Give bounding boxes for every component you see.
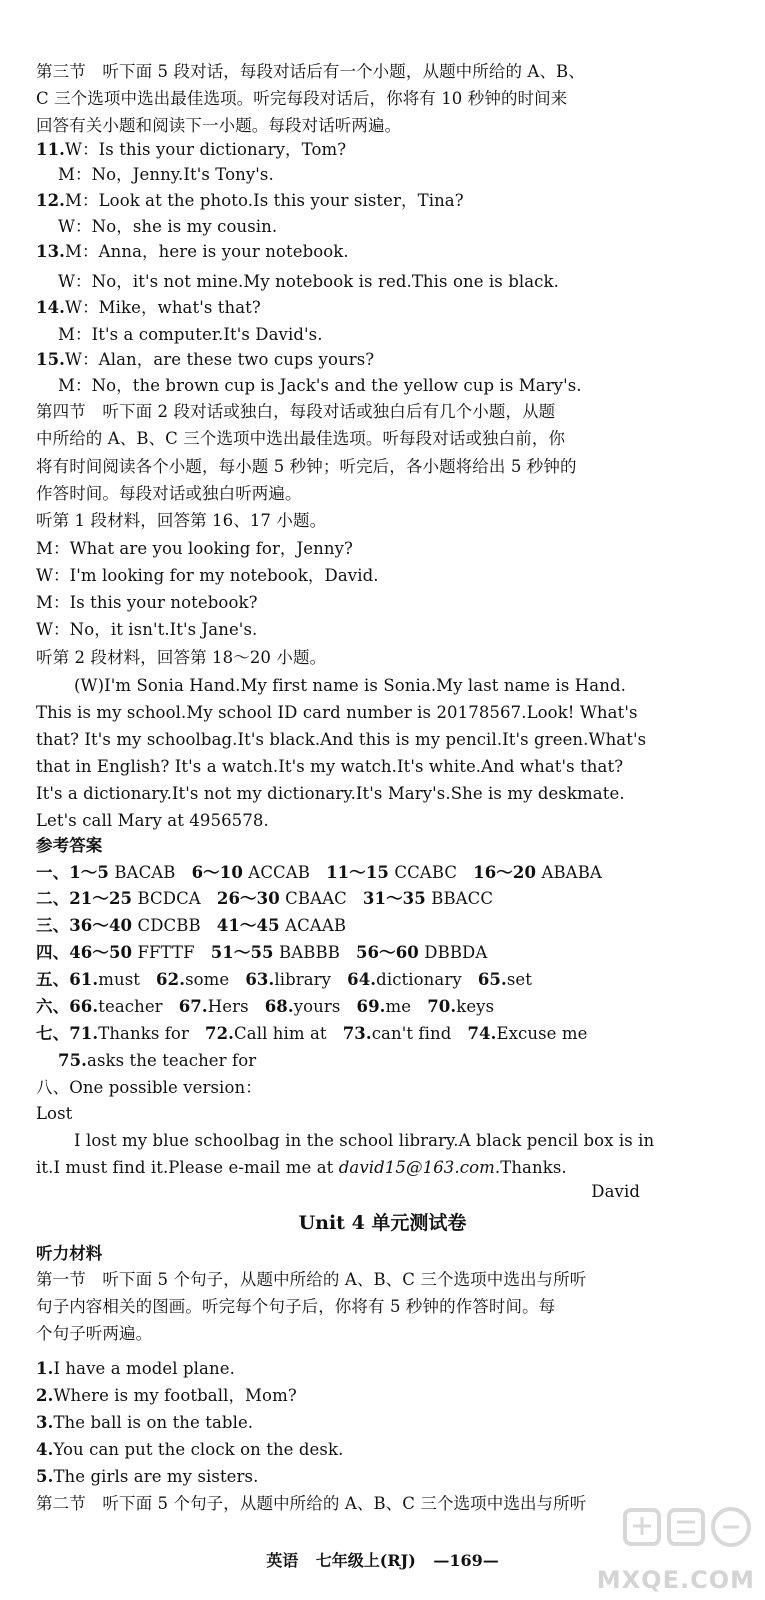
writing-body-line-2 bbox=[36, 1156, 725, 1180]
material-1-title: 听第 1 段材料，回答第 16、17 小题。 bbox=[36, 511, 327, 530]
section3-intro-line-2: C 三个选项中选出最佳选项。听完每段对话后，你将有 10 秒钟的时间来 bbox=[36, 89, 568, 108]
answer-range: 68. bbox=[264, 997, 294, 1016]
writing-signature: David bbox=[591, 1182, 640, 1201]
answer-value: CBAAC bbox=[285, 889, 347, 908]
dialog-12-line-2: W：No，she is my cousin. bbox=[58, 217, 278, 236]
answer-range: 一、1～5 bbox=[36, 863, 109, 882]
answer-range: 67. bbox=[178, 997, 208, 1016]
answer-range: 6～10 bbox=[191, 863, 243, 882]
answer-value: FFTTF bbox=[137, 943, 195, 962]
writing-text: .Thanks. bbox=[494, 1158, 567, 1177]
material-1-line-4: W：No，it isn't.It's Jane's. bbox=[36, 620, 258, 639]
answer-value: ACCAB bbox=[248, 863, 311, 882]
question-number: 13. bbox=[36, 242, 66, 261]
answer-value: keys bbox=[456, 997, 495, 1016]
answer-value: ABABA bbox=[541, 863, 602, 882]
footer-grade: 七年级上(RJ) bbox=[315, 1551, 416, 1570]
answers-heading: 参考答案 bbox=[36, 836, 103, 855]
answer-range: 70. bbox=[427, 997, 457, 1016]
unit4-item-2 bbox=[36, 1384, 725, 1408]
answer-range: 72. bbox=[205, 1024, 235, 1043]
dialog-14-line-2: M：It's a computer.It's David's. bbox=[58, 325, 323, 344]
answer-range: 五、61. bbox=[36, 970, 99, 989]
answer-value: BCDCA bbox=[137, 889, 201, 908]
answer-value: BABBB bbox=[279, 943, 340, 962]
answer-value: yours bbox=[293, 997, 341, 1016]
question-number: 1. bbox=[36, 1359, 54, 1378]
answer-value: Hers bbox=[207, 997, 249, 1016]
answer-range: 63. bbox=[245, 970, 275, 989]
email-address: david15@163.com bbox=[338, 1158, 495, 1177]
question-number: 3. bbox=[36, 1413, 54, 1432]
answer-range: 64. bbox=[347, 970, 377, 989]
material-2-title: 听第 2 段材料，回答第 18～20 小题。 bbox=[36, 648, 327, 667]
unit4-section1-intro-line-1: 第一节 听下面 5 个句子，从题中所给的 A、B、C 三个选项中选出与所听 bbox=[36, 1270, 587, 1289]
dialog-text: W：Mike，what's that? bbox=[65, 298, 261, 317]
writing-label: 八、One possible version： bbox=[36, 1078, 262, 1097]
answer-value: some bbox=[185, 970, 230, 989]
question-number: 4. bbox=[36, 1440, 54, 1459]
answer-range: 62. bbox=[156, 970, 186, 989]
answer-row-1 bbox=[36, 861, 725, 885]
dialog-text: M：Anna，here is your notebook. bbox=[65, 242, 349, 261]
section3-intro-line-3: 回答有关小题和阅读下一小题。每段对话听两遍。 bbox=[36, 116, 402, 135]
material-1-line-2: W：I'm looking for my notebook，David. bbox=[36, 566, 379, 585]
watermark-text: MXQE.COM bbox=[596, 1566, 755, 1594]
section4-intro-line-1: 第四节 听下面 2 段对话或独白，每段对话或独白后有几个小题，从题 bbox=[36, 402, 556, 421]
material-2-line-3: that? It's my schoolbag.It's black.And this is my pencil.It's green.What's bbox=[36, 730, 647, 749]
unit4-item-1 bbox=[36, 1357, 725, 1381]
answer-range: 75. bbox=[58, 1051, 88, 1070]
answer-range: 三、36～40 bbox=[36, 916, 133, 935]
question-number: 15. bbox=[36, 350, 66, 369]
answer-range: 四、46～50 bbox=[36, 943, 133, 962]
answer-value: Call him at bbox=[234, 1024, 327, 1043]
dialog-15-line-1 bbox=[36, 348, 725, 372]
material-2-line-2: This is my school.My school ID card number is 20178567.Look! What's bbox=[36, 703, 638, 722]
answer-range: 41～45 bbox=[216, 916, 280, 935]
answer-row-3 bbox=[36, 914, 725, 938]
answer-range: 69. bbox=[356, 997, 386, 1016]
material-1-line-3: M：Is this your notebook? bbox=[36, 593, 258, 612]
unit4-section2-intro-line-1: 第二节 听下面 5 个句子，从题中所给的 A、B、C 三个选项中选出与所听 bbox=[36, 1494, 587, 1513]
answer-range: 16～20 bbox=[473, 863, 537, 882]
material-2-line-1: (W)I'm Sonia Hand.My first name is Sonia.My last name is Hand. bbox=[74, 676, 626, 695]
dialog-11-line-2: M：No，Jenny.It's Tony's. bbox=[58, 165, 274, 184]
dialog-14-line-1 bbox=[36, 296, 725, 320]
footer-subject: 英语 bbox=[266, 1551, 299, 1570]
material-2-line-6: Let's call Mary at 4956578. bbox=[36, 811, 269, 830]
question-number: 2. bbox=[36, 1386, 54, 1405]
answer-row-5 bbox=[36, 968, 725, 992]
question-number: 5. bbox=[36, 1467, 54, 1486]
dialog-13-line-2: W：No，it's not mine.My notebook is red.This one is black. bbox=[58, 272, 559, 291]
dialog-13-line-1 bbox=[36, 240, 725, 264]
answer-row-75 bbox=[58, 1049, 725, 1073]
section4-intro-line-4: 作答时间。每段对话或独白听两遍。 bbox=[36, 484, 302, 503]
material-2-line-5: It's a dictionary.It's not my dictionary.It's Mary's.She is my deskmate. bbox=[36, 784, 625, 803]
answer-value: teacher bbox=[98, 997, 163, 1016]
answer-value: set bbox=[506, 970, 532, 989]
section3-intro-line-1: 第三节 听下面 5 段对话，每段对话后有一个小题，从题中所给的 A、B、 bbox=[36, 62, 585, 81]
sentence-text: The ball is on the table. bbox=[53, 1413, 254, 1432]
answer-value: must bbox=[98, 970, 140, 989]
answer-row-4 bbox=[36, 941, 725, 965]
unit4-section1-intro-line-3: 个句子听两遍。 bbox=[36, 1324, 153, 1343]
answer-value: BACAB bbox=[114, 863, 176, 882]
unit4-item-5 bbox=[36, 1465, 725, 1489]
sentence-text: You can put the clock on the desk. bbox=[53, 1440, 344, 1459]
unit4-item-3 bbox=[36, 1411, 725, 1435]
answer-value: Thanks for bbox=[98, 1024, 189, 1043]
material-2-line-4: that in English? It's a watch.It's my watch.It's white.And what's that? bbox=[36, 757, 624, 776]
sentence-text: The girls are my sisters. bbox=[53, 1467, 259, 1486]
material-1-line-1: M：What are you looking for，Jenny? bbox=[36, 539, 353, 558]
answer-range: 56～60 bbox=[355, 943, 419, 962]
answer-range: 51～55 bbox=[210, 943, 274, 962]
dialog-11-line-1 bbox=[36, 138, 725, 162]
sentence-text: I have a model plane. bbox=[53, 1359, 235, 1378]
answer-value: me bbox=[385, 997, 412, 1016]
listening-material-heading: 听力材料 bbox=[36, 1244, 103, 1263]
answer-range: 73. bbox=[342, 1024, 372, 1043]
footer-page-number: —169— bbox=[433, 1551, 499, 1570]
answer-range: 26～30 bbox=[216, 889, 280, 908]
answer-row-6 bbox=[36, 995, 725, 1019]
dialog-text: W：Is this your dictionary，Tom? bbox=[65, 140, 347, 159]
unit4-item-4 bbox=[36, 1438, 725, 1462]
answer-value: dictionary bbox=[376, 970, 462, 989]
answer-value: CDCBB bbox=[137, 916, 201, 935]
answer-value: can't find bbox=[371, 1024, 452, 1043]
question-number: 12. bbox=[36, 191, 66, 210]
answer-value: ACAAB bbox=[285, 916, 347, 935]
answer-value: asks the teacher for bbox=[87, 1051, 257, 1070]
answer-range: 二、21～25 bbox=[36, 889, 133, 908]
answer-range: 31～35 bbox=[362, 889, 426, 908]
dialog-text: W：Alan，are these two cups yours? bbox=[65, 350, 375, 369]
answer-range: 65. bbox=[477, 970, 507, 989]
answer-range: 74. bbox=[467, 1024, 497, 1043]
unit4-section1-intro-line-2: 句子内容相关的图画。听完每个句子后，你将有 5 秒钟的作答时间。每 bbox=[36, 1297, 556, 1316]
answer-range: 七、71. bbox=[36, 1024, 99, 1043]
question-number: 11. bbox=[36, 140, 66, 159]
section4-intro-line-2: 中所给的 A、B、C 三个选项中选出最佳选项。听每段对话或独白前，你 bbox=[36, 429, 566, 448]
answer-range: 11～15 bbox=[326, 863, 389, 882]
answer-value: library bbox=[274, 970, 332, 989]
answer-row-7 bbox=[36, 1022, 725, 1046]
writing-title: Lost bbox=[36, 1104, 73, 1123]
unit-title: Unit 4 单元测试卷 bbox=[298, 1212, 467, 1234]
answer-value: BBACC bbox=[431, 889, 494, 908]
writing-body-line-1: I lost my blue schoolbag in the school library.A black pencil box is in bbox=[74, 1131, 655, 1150]
answer-value: DBBDA bbox=[424, 943, 488, 962]
dialog-12-line-1 bbox=[36, 189, 725, 213]
answer-value: Excuse me bbox=[496, 1024, 588, 1043]
section4-intro-line-3: 将有时间阅读各个小题，每小题 5 秒钟；听完后，各小题将给出 5 秒钟的 bbox=[36, 457, 577, 476]
writing-text: it.I must find it.Please e-mail me at bbox=[36, 1158, 339, 1177]
answer-row-2 bbox=[36, 887, 725, 911]
answer-value: CCABC bbox=[394, 863, 458, 882]
question-number: 14. bbox=[36, 298, 66, 317]
dialog-15-line-2: M：No，the brown cup is Jack's and the yellow cup is Mary's. bbox=[58, 376, 582, 395]
answer-range: 六、66. bbox=[36, 997, 99, 1016]
sentence-text: Where is my football，Mom? bbox=[53, 1386, 297, 1405]
dialog-text: M：Look at the photo.Is this your sister，Tina? bbox=[65, 191, 464, 210]
